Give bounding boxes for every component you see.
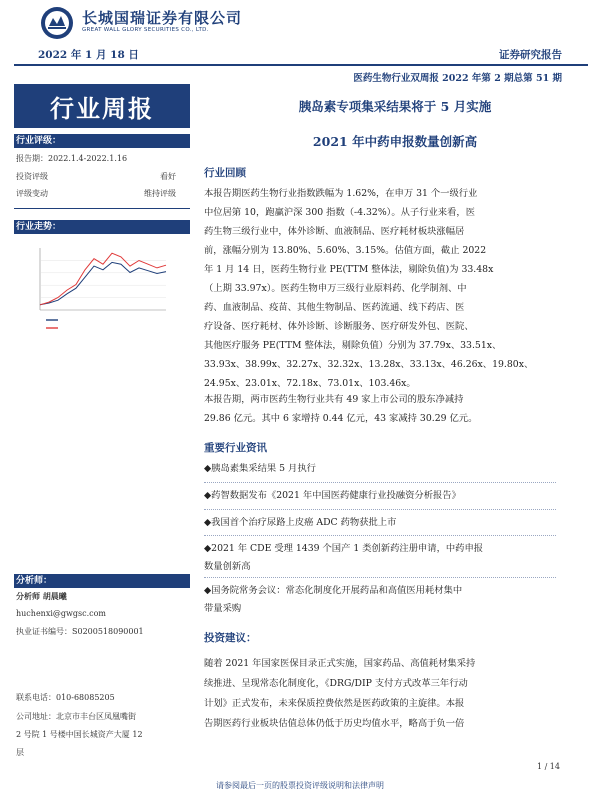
- review-line: 年 1 月 14 日，医药生物行业 PE(TTM 整体法，剔除负值)为 33.48x: [204, 264, 494, 275]
- news-item-line: ◆国务院常务会议：常态化制度化开展药品和高值医用耗材集中: [204, 585, 463, 596]
- news-item: [204, 460, 556, 478]
- news-divider: [204, 509, 556, 510]
- news-item-line: 数量创新高: [204, 561, 251, 572]
- holder-line: 本报告期，两市医药生物行业共有 49 家上市公司的股东净减持: [204, 394, 464, 405]
- advice-line: 续推进、呈现常态化制度化，《DRG/DIP 支付方式改革三年行动: [204, 678, 468, 689]
- review-line: 药生物三级行业中，体外诊断、血液制品、医疗耗材板块涨幅居: [204, 226, 465, 237]
- investment-advice-text: [204, 654, 552, 734]
- report-title-line-2: 2021 年中药申报数量创新高: [312, 134, 478, 149]
- review-line: 疗设备、医疗耗材、体外诊断、诊断服务、医疗研发外包、医院、: [204, 321, 474, 332]
- analyst-email[interactable]: huchenxi@gwgsc.com: [16, 609, 106, 618]
- investment-advice-title: 投资建议：: [204, 632, 257, 644]
- chart-grid: [40, 248, 166, 310]
- news-item-line: ◆药智数据发布《2021 年中国医药健康行业投融资分析报告》: [204, 490, 461, 501]
- review-line: 中位居第 10，跑赢沪深 300 指数（-4.32%）。从子行业来看，医: [204, 207, 475, 218]
- advice-line: 告期医药行业板块估值总体仍低于历史均值水平，略高于负一倍: [204, 718, 465, 729]
- review-line: 24.95x、23.01x、72.18x、73.01x、103.46x。: [204, 378, 416, 389]
- news-item: [204, 487, 556, 505]
- report-series: 医药生物行业双周报 2022 年第 2 期总第 51 期: [353, 73, 562, 84]
- news-item-line: ◆胰岛素集采结果 5 月执行: [204, 463, 316, 474]
- chart-lines: [40, 253, 166, 305]
- advice-line: 随着 2021 年国家医保目录正式实施，国家药品、高值耗材集采持: [204, 658, 476, 669]
- company-logo: [40, 6, 74, 40]
- report-type: 证券研究报告: [499, 49, 562, 61]
- weekly-report-badge: 行业周报: [14, 84, 190, 128]
- disclaimer-note: 请参阅最后一页的股票投资评级说明和法律声明: [216, 781, 384, 790]
- news-item: [204, 582, 556, 618]
- address-line-2: 2 号院 1 号楼中国长城资产大厦 12: [16, 730, 143, 739]
- report-period: 报告期：2022.1.4-2022.1.16: [16, 154, 128, 163]
- news-item-line: ◆我国首个治疗尿路上皮癌 ADC 药物获批上市: [204, 517, 397, 528]
- news-item: [204, 540, 556, 576]
- invest-rating-label: 投资评级: [16, 172, 48, 181]
- report-title-line-1: 胰岛素专项集采结果将于 5 月实施: [298, 99, 492, 114]
- company-name-cn: 长城国瑞证券有限公司: [82, 9, 243, 27]
- industry-review-title: 行业回顾: [204, 167, 246, 179]
- chart-series-line: [40, 262, 166, 304]
- page-number: 1 / 14: [536, 762, 560, 771]
- review-line: 本报告期医药生物行业指数跌幅为 1.62%，在申万 31 个一级行业: [204, 188, 478, 199]
- chart-legend: [46, 320, 58, 328]
- news-divider: [204, 482, 556, 483]
- advice-line: 计划》正式发布，未来保质控费依然是医药政策的主旋律。本报: [204, 698, 465, 709]
- shareholder-change-text: [204, 390, 552, 428]
- address-line-3: 层: [16, 748, 24, 757]
- rating-change-label: 评级变动: [16, 189, 48, 198]
- industry-news-title: 重要行业资讯: [204, 442, 267, 454]
- analyst-cert: 执业证书编号：S0200518090001: [16, 627, 144, 636]
- holder-line: 29.86 亿元。其中 6 家增持 0.44 亿元，43 家减持 30.29 亿元。: [204, 413, 478, 424]
- header-divider: [14, 64, 588, 66]
- company-name-en: GREAT WALL GLORY SECURITIES CO., LTD.: [82, 27, 209, 33]
- news-item: [204, 514, 556, 532]
- review-line: 其他医疗服务 PE(TTM 整体法，剔除负值）分别为 37.79x、33.51x、: [204, 340, 502, 351]
- news-divider: [204, 577, 556, 578]
- chart-series-line: [40, 253, 166, 305]
- industry-review-text: [204, 184, 552, 393]
- address-line-1: 公司地址：北京市丰台区凤凰嘴街: [16, 712, 136, 721]
- news-item-line: 带量采购: [204, 603, 242, 614]
- analyst-name: 分析师 胡晨曦: [16, 591, 67, 601]
- review-line: 33.93x、38.99x、32.27x、32.32x、13.28x、33.13x、46.26x、19.80x、: [204, 359, 534, 370]
- report-date: 2022 年 1 月 18 日: [38, 49, 139, 61]
- news-item-line: ◆2021 年 CDE 受理 1439 个国产 1 类创新药注册申请，中药申报: [204, 543, 484, 554]
- analyst-heading: 分析师：: [14, 574, 190, 588]
- review-line: 前，涨幅分别为 13.80%、5.60%、3.15%。估值方面，截止 2022: [204, 245, 487, 256]
- industry-rating-heading: 行业评级：: [14, 134, 190, 148]
- news-divider: [204, 535, 556, 536]
- invest-rating-value: 看好: [160, 172, 176, 181]
- sidebar-divider: [14, 208, 190, 209]
- review-line: （上期 33.97x）。医药生物申万三级行业原料药、化学制剂、中: [204, 283, 467, 294]
- industry-trend-chart: [16, 240, 188, 340]
- rating-change-value: 维持评级: [144, 189, 176, 198]
- industry-trend-heading: 行业走势：: [14, 220, 190, 234]
- contact-phone: 联系电话：010-68085205: [16, 693, 115, 702]
- review-line: 药、血液制品、疫苗、其他生物制品、医药流通、线下药店、医: [204, 302, 465, 313]
